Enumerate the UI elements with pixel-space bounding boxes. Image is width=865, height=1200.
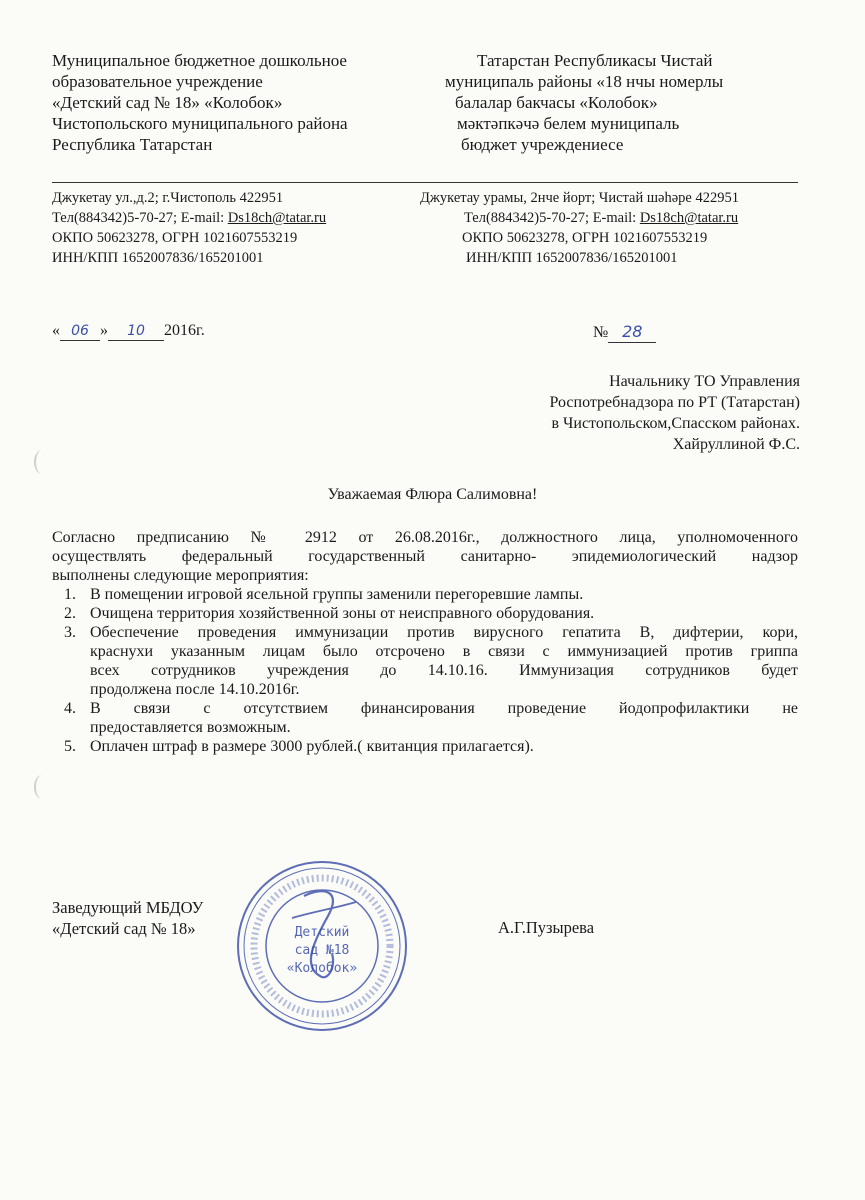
item-number: 4. (64, 700, 76, 717)
stamp-text-line1: Детский (294, 925, 350, 940)
addressee-line: Начальнику ТО Управления (609, 373, 800, 390)
org-ru-line: Чистопольского муниципального района (52, 114, 348, 133)
org-tt-line: Татарстан Республикасы Чистай (477, 51, 713, 70)
phone-line-tt (420, 208, 739, 228)
org-tt-line: балалар бакчасы «Колобок» (455, 93, 658, 112)
intro-line: осуществлять федеральный государственный санитарно- эпидемиологический надзор (52, 548, 798, 565)
phone-ru: Тел(884342)5-70-27; E-mail: (52, 210, 228, 226)
addressee-line: в Чистопольском,Спасском районах. (551, 415, 800, 432)
inn-ru: ИНН/КПП 1652007836/165201001 (52, 250, 264, 266)
addressee-block (550, 371, 801, 455)
number-label: № (593, 324, 609, 341)
item-number: 2. (64, 605, 76, 622)
org-header-tt (445, 50, 805, 155)
org-header-ru (52, 50, 348, 155)
stamp-graphic (232, 856, 412, 1036)
address-ru: Джукетау ул.,д.2; г.Чистополь 422951 (52, 190, 284, 206)
stamp-text-line3: «Колобок» (286, 961, 358, 976)
salutation: Уважаемая Флюра Салимовна! (327, 486, 538, 503)
contacts-tt (420, 188, 739, 268)
org-ru-line: «Детский сад № 18» «Колобок» (52, 93, 283, 112)
date-month: 10 (127, 323, 145, 339)
list-item (64, 737, 798, 756)
number-field (608, 322, 656, 343)
official-stamp (232, 856, 412, 1036)
stamp-text-line2: сад №18 (294, 943, 350, 958)
okpo-ru: ОКПО 50623278, ОГРН 1021607553219 (52, 230, 298, 246)
contacts-ru (52, 188, 326, 268)
item-number: 1. (64, 586, 76, 603)
email-link-tt[interactable]: Ds18ch@tatar.ru (639, 210, 739, 226)
item-line: Оплачен штраф в размере 3000 рублей.( квитанция прилагается). (90, 738, 534, 755)
list-item (64, 585, 798, 604)
intro-paragraph (52, 528, 798, 585)
punch-hole-top (34, 450, 50, 474)
item-number: 3. (64, 624, 76, 641)
item-line: Обеспечение проведения иммунизации против вирусного гепатита В, дифтерии, кори, (90, 624, 798, 641)
signature-title (52, 897, 203, 939)
punch-hole-bottom (34, 775, 50, 799)
date-day-field (60, 322, 100, 341)
item-line: всех сотрудников учреждения до 14.10.16. Иммунизация сотрудников будет (90, 662, 798, 679)
date-line (52, 322, 205, 341)
item-line: предоставляется возможным. (90, 719, 291, 736)
item-line: продолжена после 14.10.2016г. (90, 681, 300, 698)
item-line: В связи с отсутствием финансирования проведение йодопрофилактики не (90, 700, 798, 717)
list-item (64, 604, 798, 623)
date-day: 06 (71, 323, 89, 339)
addressee-line: Хайруллиной Ф.С. (672, 436, 800, 453)
signatory-name: А.Г.Пузырева (498, 918, 595, 937)
item-line: краснухи указанным лицам было отсрочено в связи с иммунизацией против гриппа (90, 643, 798, 660)
okpo-tt: ОКПО 50623278, ОГРН 1021607553219 (462, 230, 708, 246)
intro-line: выполнены следующие мероприятия: (52, 567, 309, 584)
date-month-field (108, 322, 164, 341)
date-close-quote: » (100, 322, 108, 339)
date-open-quote: « (52, 322, 60, 339)
document-number (593, 322, 656, 343)
date-year: 2016г. (164, 322, 205, 339)
org-tt-line: муниципаль районы «18 нчы номерлы (445, 72, 724, 91)
inn-tt: ИНН/КПП 1652007836/165201001 (466, 250, 678, 266)
item-line: В помещении игровой ясельной группы заменили перегоревшие лампы. (90, 586, 584, 603)
address-tt: Джукетау урамы, 2нче йорт; Чистай шәһәре 422951 (420, 190, 739, 206)
list-item (64, 699, 798, 737)
number-value: 28 (622, 322, 643, 341)
org-tt-line: мәктәпкәчә белем муниципаль (457, 114, 680, 133)
intro-line: Согласно предписанию № 2912 от 26.08.2016г., должностного лица, уполномоченного (52, 529, 798, 546)
measures-list (64, 585, 798, 756)
item-number: 5. (64, 738, 76, 755)
org-ru-line: образовательное учреждение (52, 72, 263, 91)
org-tt-line: бюджет учреждениесе (461, 135, 624, 154)
item-line: Очищена территория хозяйственной зоны от неисправного оборудования. (90, 605, 595, 622)
org-ru-line: Республика Татарстан (52, 135, 213, 154)
addressee-line: Роспотребнадзора по РТ (Татарстан) (549, 394, 800, 411)
email-link-ru[interactable]: Ds18ch@tatar.ru (227, 210, 327, 226)
signature-title-line: Заведующий МБДОУ (52, 898, 204, 917)
signature-title-line: «Детский сад № 18» (52, 919, 196, 938)
phone-line-ru (52, 208, 326, 228)
list-item (64, 623, 798, 699)
phone-tt: Тел(884342)5-70-27; E-mail: (464, 210, 640, 226)
org-ru-line: Муниципальное бюджетное дошкольное (52, 51, 347, 70)
header-divider (52, 182, 798, 183)
